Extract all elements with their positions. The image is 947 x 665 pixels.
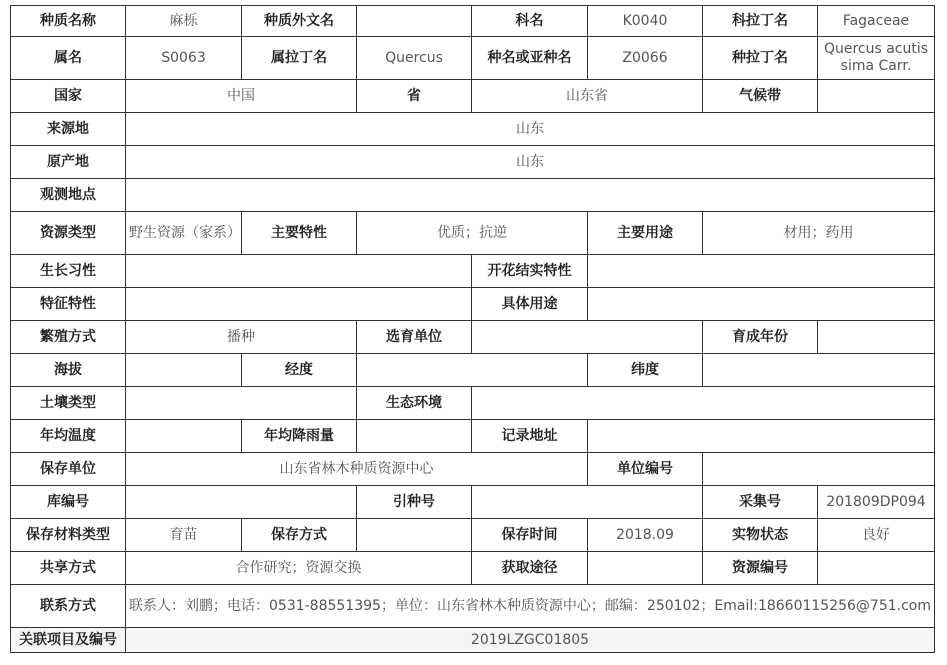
- species-latin-value: Quercus acutissima Carr.: [818, 37, 935, 80]
- material-type-label: 保存材料类型: [11, 519, 126, 552]
- collection-number-label: 采集号: [703, 486, 818, 519]
- observation-site-label: 观测地点: [11, 179, 126, 212]
- conservation-unit-label: 保存单位: [11, 453, 126, 486]
- breeding-year-label: 育成年份: [703, 321, 818, 354]
- longitude-label: 经度: [242, 354, 357, 387]
- climate-zone-label: 气候带: [703, 80, 818, 113]
- ecological-environment-label: 生态环境: [357, 387, 472, 420]
- unit-code-label: 单位编号: [588, 453, 703, 486]
- access-route-label: 获取途径: [472, 552, 588, 585]
- altitude-label: 海拔: [11, 354, 126, 387]
- record-address-label: 记录地址: [472, 420, 588, 453]
- repository-number-value: [126, 486, 357, 519]
- mean-temperature-label: 年均温度: [11, 420, 126, 453]
- resource-number-label: 资源编号: [703, 552, 818, 585]
- mean-rainfall-label: 年均降雨量: [242, 420, 357, 453]
- table-row: [11, 255, 935, 288]
- breeding-year-value: [818, 321, 935, 354]
- province-label: 省: [357, 80, 472, 113]
- table-row: [11, 146, 935, 179]
- family-name-value: K0040: [588, 6, 703, 37]
- breeding-unit-label: 选育单位: [357, 321, 472, 354]
- characteristics-value: [126, 288, 472, 321]
- table-row: [11, 354, 935, 387]
- table-row: [11, 420, 935, 453]
- country-value: 中国: [126, 80, 357, 113]
- source-place-label: 来源地: [11, 113, 126, 146]
- conservation-time-label: 保存时间: [472, 519, 588, 552]
- related-project-value: 2019LZGC01805: [126, 628, 935, 653]
- growth-habit-label: 生长习性: [11, 255, 126, 288]
- flowering-fruiting-label: 开花结实特性: [472, 255, 588, 288]
- foreign-name-value: [357, 6, 472, 37]
- resource-type-value: 野生资源（家系）: [126, 212, 242, 255]
- table-row: [11, 113, 935, 146]
- access-route-value: [588, 552, 703, 585]
- propagation-method-label: 繁殖方式: [11, 321, 126, 354]
- mean-rainfall-value: [357, 420, 472, 453]
- resource-number-value: [818, 552, 935, 585]
- longitude-value: [357, 354, 588, 387]
- table-row: [11, 321, 935, 354]
- conservation-method-value: [357, 519, 472, 552]
- material-type-value: 育苗: [126, 519, 242, 552]
- table-row: [11, 80, 935, 113]
- table-row: [11, 179, 935, 212]
- breeding-unit-value: [472, 321, 703, 354]
- family-latin-label: 科拉丁名: [703, 6, 818, 37]
- table-row: [11, 288, 935, 321]
- contact-label: 联系方式: [11, 585, 126, 628]
- table-row: [11, 552, 935, 585]
- specific-use-value: [588, 288, 935, 321]
- genus-name-value: S0063: [126, 37, 242, 80]
- observation-site-value: [126, 179, 935, 212]
- latitude-value: [703, 354, 935, 387]
- table-row: [11, 212, 935, 255]
- family-latin-value: Fagaceae: [818, 6, 935, 37]
- table-row: [11, 628, 935, 653]
- province-value: 山东省: [472, 80, 703, 113]
- sharing-method-label: 共享方式: [11, 552, 126, 585]
- altitude-value: [126, 354, 242, 387]
- table-row: [11, 486, 935, 519]
- ecological-environment-value: [472, 387, 935, 420]
- table-row: [11, 585, 935, 628]
- conservation-method-label: 保存方式: [242, 519, 357, 552]
- table-row: [11, 519, 935, 552]
- propagation-method-value: 播种: [126, 321, 357, 354]
- soil-type-value: [126, 387, 357, 420]
- soil-type-label: 土壤类型: [11, 387, 126, 420]
- table-row: [11, 37, 935, 80]
- repository-number-label: 库编号: [11, 486, 126, 519]
- species-name-label: 种名或亚种名: [472, 37, 588, 80]
- characteristics-label: 特征特性: [11, 288, 126, 321]
- origin-place-label: 原产地: [11, 146, 126, 179]
- table-row: [11, 6, 935, 37]
- flowering-fruiting-value: [588, 255, 935, 288]
- main-traits-value: 优质；抗逆: [357, 212, 588, 255]
- germplasm-record-table: [10, 5, 935, 653]
- conservation-unit-value: 山东省林木种质资源中心: [126, 453, 588, 486]
- species-name-value: Z0066: [588, 37, 703, 80]
- specific-use-label: 具体用途: [472, 288, 588, 321]
- growth-habit-value: [126, 255, 472, 288]
- physical-status-value: 良好: [818, 519, 935, 552]
- genus-latin-label: 属拉丁名: [242, 37, 357, 80]
- unit-code-value: [703, 453, 935, 486]
- latitude-label: 纬度: [588, 354, 703, 387]
- collection-number-value: 201809DP094: [818, 486, 935, 519]
- country-label: 国家: [11, 80, 126, 113]
- conservation-time-value: 2018.09: [588, 519, 703, 552]
- source-place-value: 山东: [126, 113, 935, 146]
- record-address-value: [588, 420, 935, 453]
- species-latin-label: 种拉丁名: [703, 37, 818, 80]
- main-traits-label: 主要特性: [242, 212, 357, 255]
- contact-value: 联系人：刘鹏；电话：0531-88551395；单位：山东省林木种质资源中心；邮编：250102；Email:18660115256@751.com: [126, 585, 935, 628]
- main-uses-label: 主要用途: [588, 212, 703, 255]
- foreign-name-label: 种质外文名: [242, 6, 357, 37]
- physical-status-label: 实物状态: [703, 519, 818, 552]
- introduction-number-value: [472, 486, 703, 519]
- genus-name-label: 属名: [11, 37, 126, 80]
- family-name-label: 科名: [472, 6, 588, 37]
- introduction-number-label: 引种号: [357, 486, 472, 519]
- germplasm-name-value: 麻栎: [126, 6, 242, 37]
- genus-latin-value: Quercus: [357, 37, 472, 80]
- main-uses-value: 材用；药用: [703, 212, 935, 255]
- resource-type-label: 资源类型: [11, 212, 126, 255]
- table-row: [11, 453, 935, 486]
- climate-zone-value: [818, 80, 935, 113]
- origin-place-value: 山东: [126, 146, 935, 179]
- sharing-method-value: 合作研究；资源交换: [126, 552, 472, 585]
- related-project-label: 关联项目及编号: [11, 628, 126, 653]
- germplasm-name-label: 种质名称: [11, 6, 126, 37]
- table-row: [11, 387, 935, 420]
- mean-temperature-value: [126, 420, 242, 453]
